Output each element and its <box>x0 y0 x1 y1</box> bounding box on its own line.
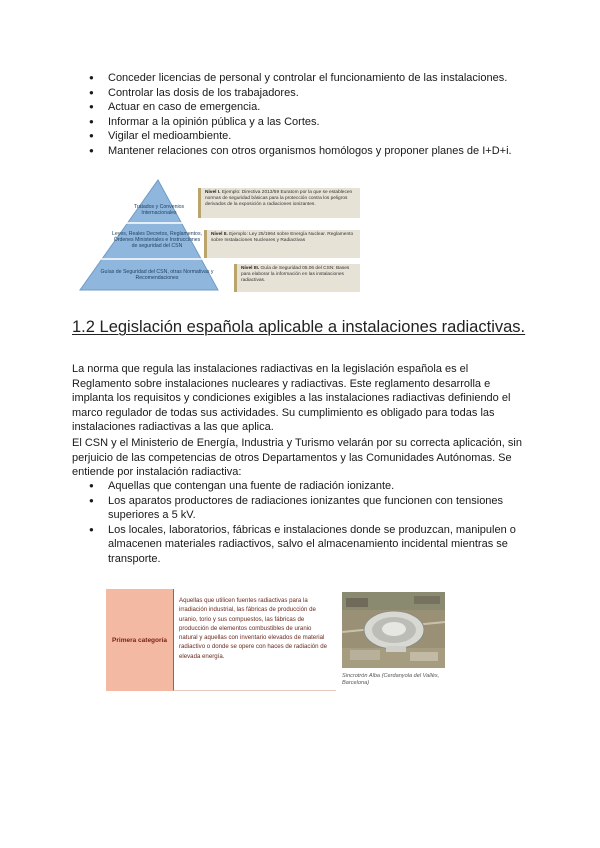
pyramid-note-level-1 <box>198 188 360 218</box>
category-description: Aquellas que utilicen fuentes radiactivas para la irradiación industrial, las fábricas de producción de uranio, torio y sus compuestos, las fábricas de producción de elementos combustibles de uranio natural y aquellas con inventario elevados de material radiactivo o donde se opere con haces de radiación de elevada energía. <box>173 589 336 691</box>
list-item: ● Aquellas que contengan una fuente de radiación ionizante. <box>88 479 528 494</box>
photo-caption: Sincrotrón Alba (Cerdanyola del Vallès, Barcelona) <box>342 673 440 687</box>
category-figure <box>106 589 454 693</box>
synchrotron-photo <box>342 592 445 668</box>
pyramid-note-level-3 <box>234 264 360 292</box>
level-label: Nivel I. <box>205 190 221 195</box>
list-item: ● Vigilar el medioambiente. <box>88 129 548 144</box>
pyramid-tier-1-text: Tratados y Convenios Internacionales <box>133 204 185 217</box>
level-note: Ejemplo: Directiva 2013/59 Euratom por la que se establecen normas de seguridad básicas para la protección contra los peligros derivados de la exposición a radiaciones ionizantes. <box>205 190 353 207</box>
csn-functions-list <box>88 71 548 159</box>
category-label: Primera categoría <box>112 636 167 644</box>
radioactive-installation-list <box>88 479 528 567</box>
regulation-pyramid-figure <box>79 178 361 294</box>
list-item: ● Conceder licencias de personal y controlar el funcionamiento de las instalaciones. <box>88 71 548 86</box>
pyramid-tier-2-text: Leyes, Reales Decretos, Reglamentos, Órdenes Ministeriales e Instrucciones de seguridad del CSN <box>112 231 202 250</box>
list-item: ● Controlar las dosis de los trabajadores. <box>88 86 548 101</box>
level-note: Ejemplo: Ley 25/1964 sobre Energía Nuclear. Reglamento sobre Instalaciones Nucleares y Radiactivas <box>211 232 354 243</box>
list-item: ● Informar a la opinión pública y a las Cortes. <box>88 115 548 130</box>
list-item: ● Los aparatos productores de radiaciones ionizantes que funcionen con tensiones superiores a 5 kV. <box>88 494 528 523</box>
pyramid-note-level-2 <box>204 230 360 258</box>
list-item: ● Mantener relaciones con otros organismos homólogos y proponer planes de I+D+i. <box>88 144 548 159</box>
level-note: Guía de Seguridad 05.06 del CSN: Bases para elaborar la información en las instalaciones radiactivas. <box>241 266 350 283</box>
level-label: Nivel II. <box>211 232 228 237</box>
list-item: ● Los locales, laboratorios, fábricas e instalaciones donde se produzcan, manipulen o almacenen materiales radiactivos, salvo el almacenamiento incidental mientras se transporte. <box>88 523 528 567</box>
paragraph: El CSN y el Ministerio de Energía, Industria y Turismo velarán por su correcta aplicación, sin perjuicio de las competencias de otros Departamentos y las Comunidades Autónomas. Se entiende por instalación radiactiva: <box>72 437 522 479</box>
level-label: Nivel III. <box>241 266 260 271</box>
list-item: ● Actuar en caso de emergencia. <box>88 100 548 115</box>
category-label-box <box>106 589 173 691</box>
section-heading: 1.2 Legislación española aplicable a instalaciones radiactivas. <box>72 318 526 336</box>
paragraph: La norma que regula las instalaciones radiactivas en la legislación española es el Reglamento sobre instalaciones nucleares y radiactivas. Este reglamento desarrolla e implanta los requisitos y condiciones exigibles a las instalaciones radiactivas definiendo el marco regulador de todas sus actividades. Su cumplimiento es obligado para todas las instalaciones radiactivas a las que aplica. <box>72 363 511 434</box>
pyramid-tier-3-text: Guías de Seguridad del CSN, otras Normativas y Recomendaciones <box>100 269 214 282</box>
